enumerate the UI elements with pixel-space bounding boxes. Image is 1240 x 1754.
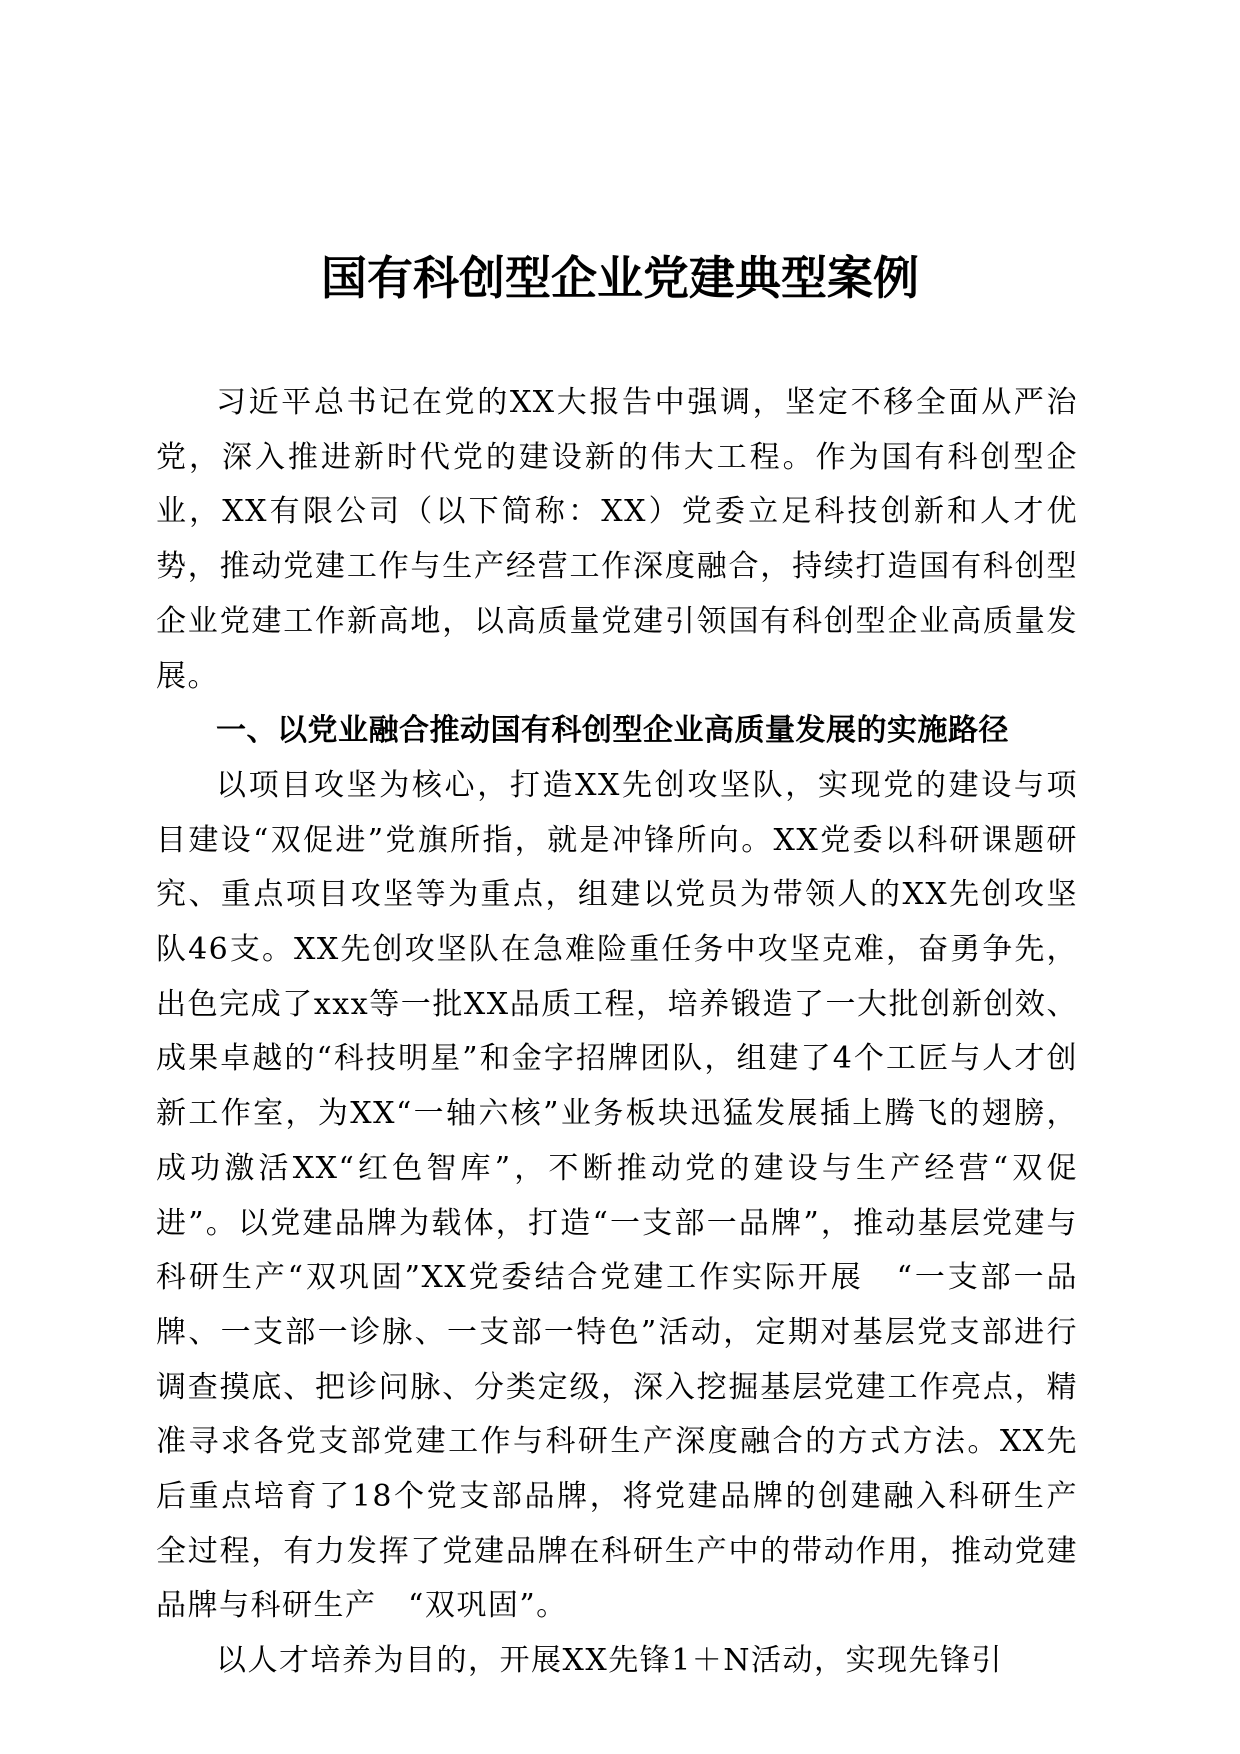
section-heading-1: 一、以党业融合推动国有科创型企业高质量发展的实施路径 <box>216 713 1009 749</box>
body-paragraph: 以项目攻坚为核心，打造XX先创攻坚队，实现党的建设与项目建设“双促进”党旗所指，就是冲锋所向。XX党委以科研课题研究、重点项目攻坚等为重点，组建以党员为带领人的XX先创攻坚队46支。XX先创攻坚队在急难险重任务中攻坚克难，奋勇争先，出色完成了xxx等一批XX品质工程，培养锻造了一大批创新创效、成果卓越的“科技明星”和金字招牌团队，组建了4个工匠与人才创新工作室，为XX“一轴六核”业务板块迅猛发展插上腾飞的翅膀，成功激活XX“红色智库”，不断推动党的建设与生产经营“双促进”。以党建品牌为载体，打造“一支部一品牌”，推动基层党建与科研生产“双巩固”XX党委结合党建工作实际开展 “一支部一品牌、一支部一诊脉、一支部一特色”活动，定期对基层党支部进行调查摸底、把诊问脉、分类定级，深入挖掘基层党建工作亮点，精准寻求各党支部党建工作与科研生产深度融合的方式方法。XX先后重点培育了18个党支部品牌，将党建品牌的创建融入科研生产全过程，有力发挥了党建品牌在科研生产中的带动作用，推动党建品牌与科研生产 “双巩固”。 <box>156 767 1078 1624</box>
body-paragraph: 以人才培养为目的，开展XX先锋1＋N活动，实现先锋引 <box>216 1643 1004 1679</box>
document-body <box>156 376 1078 1689</box>
intro-paragraph: 习近平总书记在党的XX大报告中强调，坚定不移全面从严治党，深入推进新时代党的建设新的伟大工程。作为国有科创型企业，XX有限公司（以下简称：XX）党委立足科技创新和人才优势，推动党建工作与生产经营工作深度融合，持续打造国有科创型企业党建工作新高地，以高质量党建引领国有科创型企业高质量发展。 <box>156 385 1078 694</box>
document-title: 国有科创型企业党建典型案例 <box>321 251 919 305</box>
